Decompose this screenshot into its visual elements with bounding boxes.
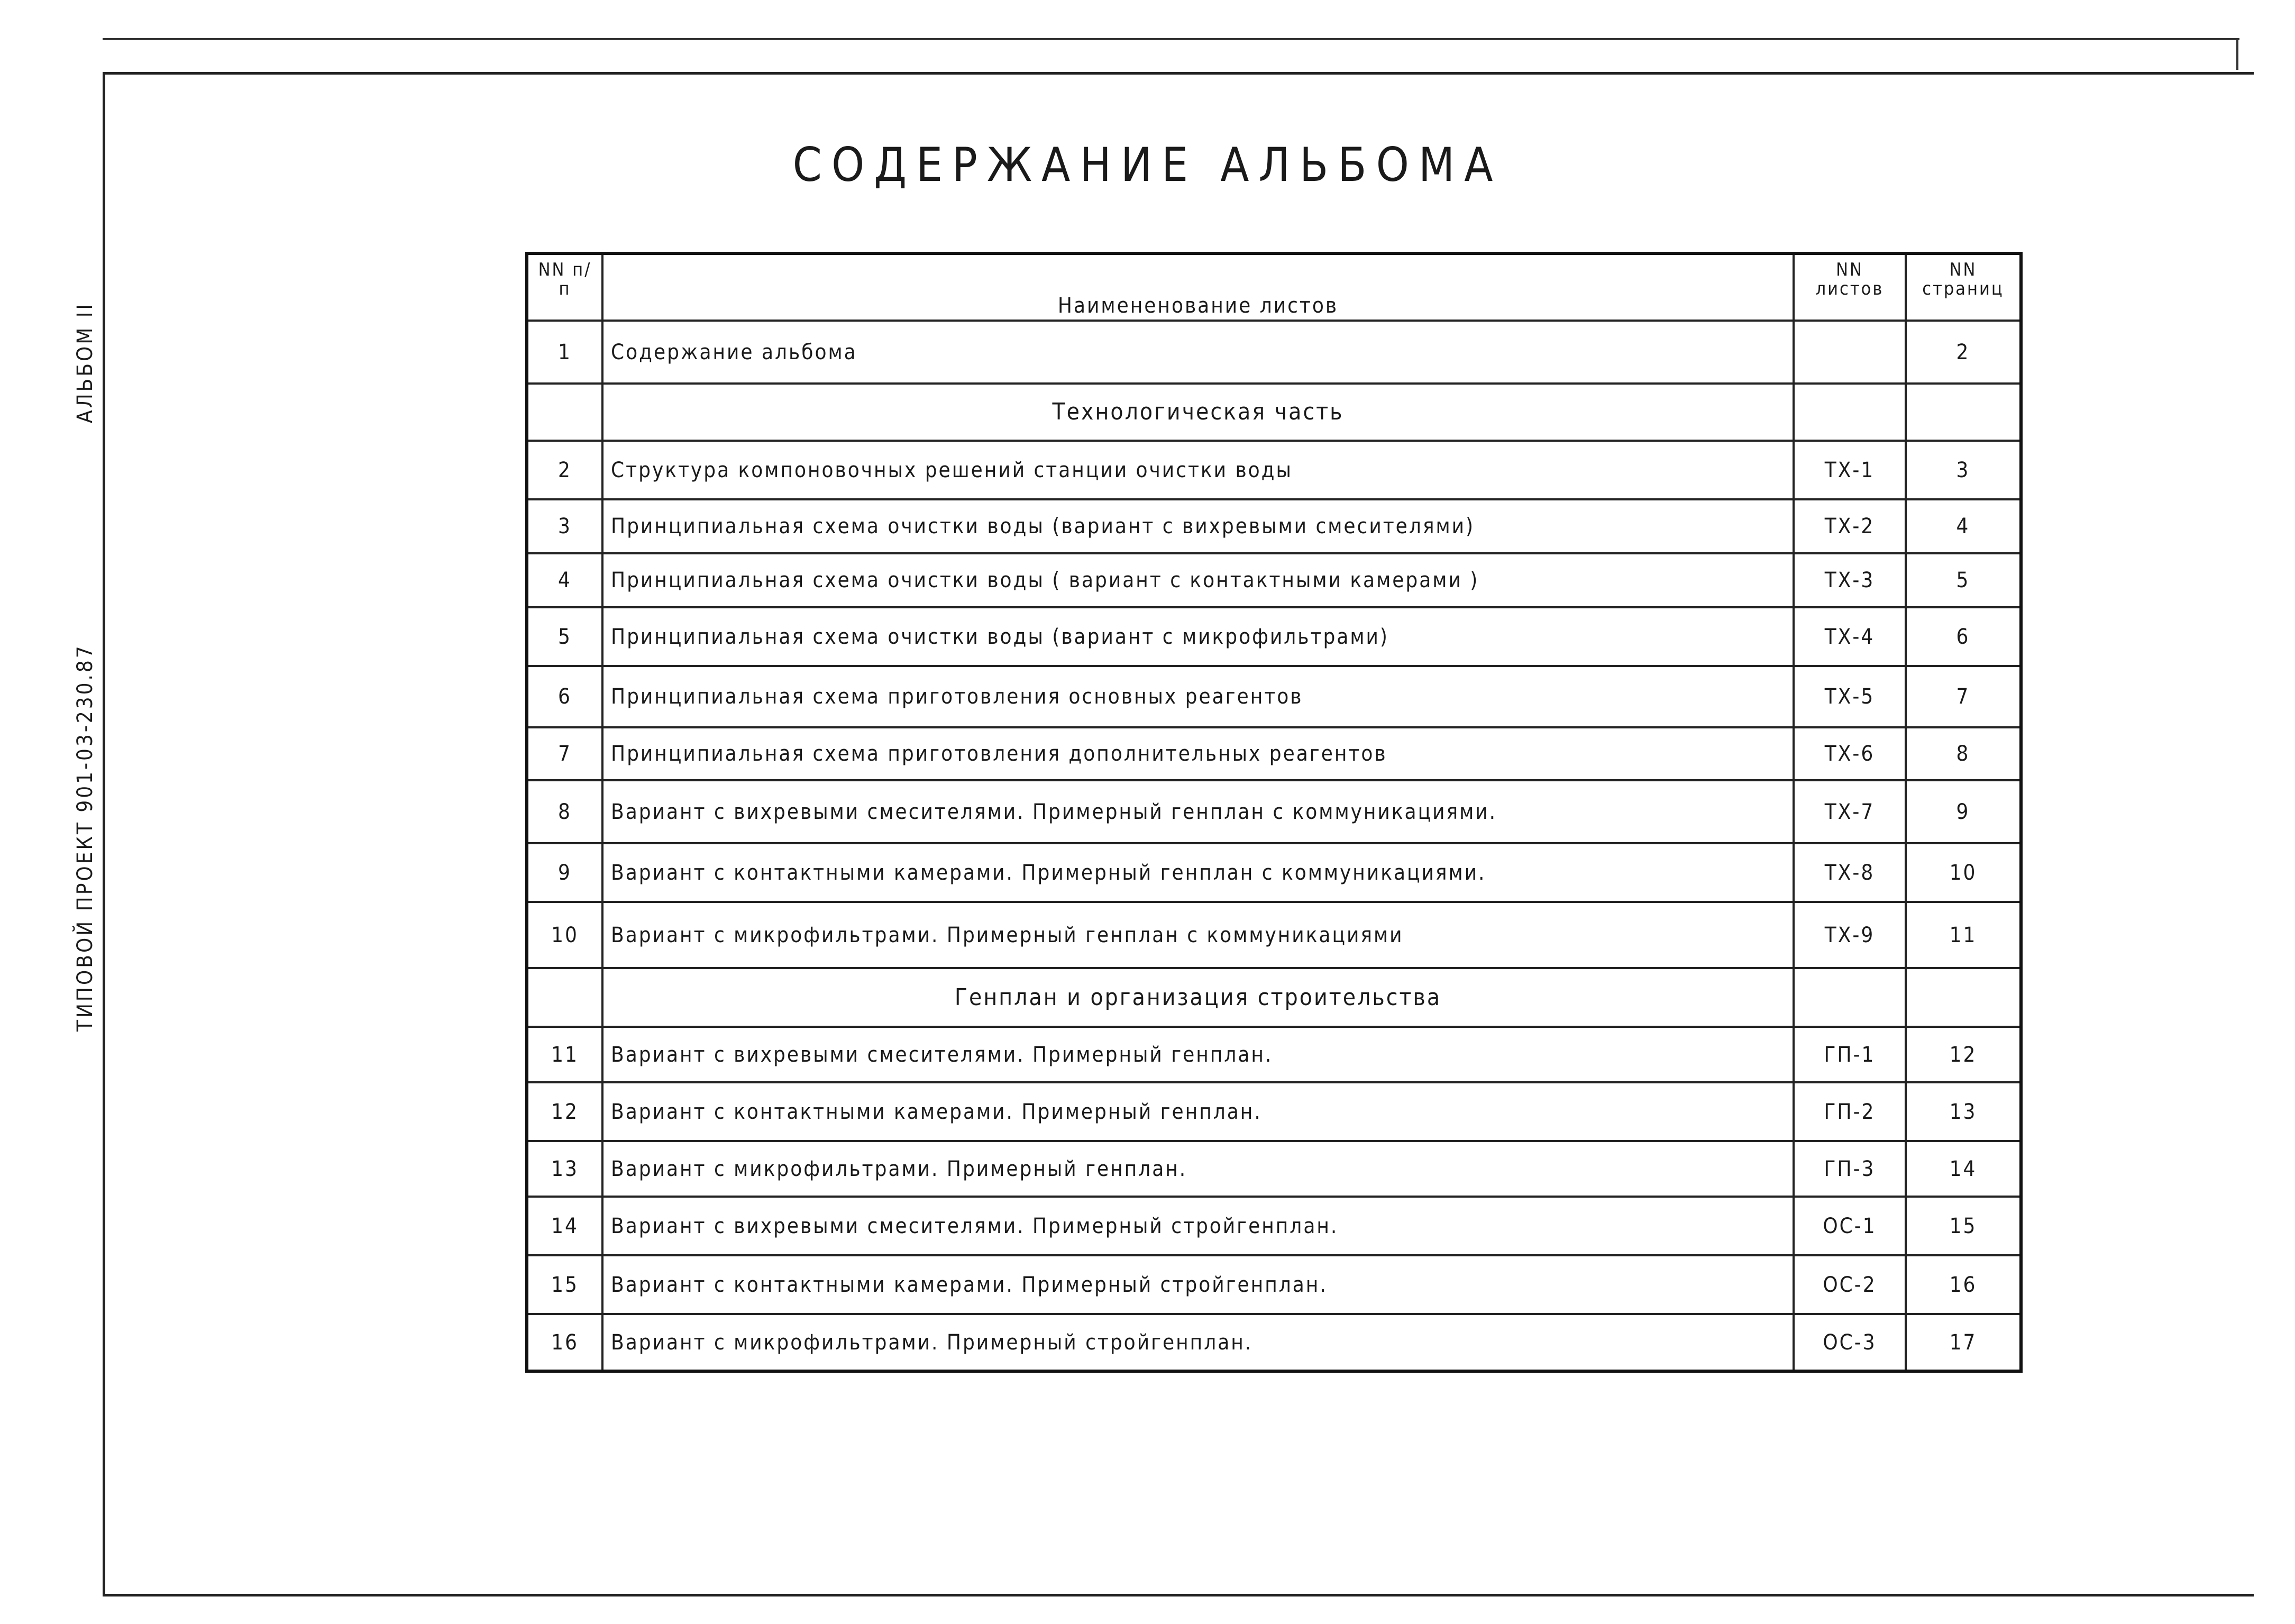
sheet-number: ГП-2 (1794, 1082, 1906, 1141)
page-title: СОДЕРЖАНИЕ АЛЬБОМА (792, 138, 1503, 192)
sheet-name: Вариант с вихревыми смесителями. Примерный генплан с коммуникациями. (602, 780, 1794, 843)
page-number: 9 (1906, 780, 2021, 843)
page-number: 12 (1906, 1027, 2021, 1082)
page-number: 8 (1906, 727, 2021, 780)
row-number: 1 (527, 321, 602, 384)
row-number: 2 (527, 441, 602, 499)
sheet-name: Вариант с вихревыми смесителями. Примерный стройгенплан. (602, 1197, 1794, 1255)
album-label: АЛЬБОМ II (73, 302, 97, 423)
page-number: 13 (1906, 1082, 2021, 1141)
table-row (527, 1314, 2021, 1371)
row-number: 15 (527, 1255, 602, 1314)
sheet-name: Вариант с контактными камерами. Примерный стройгенплан. (602, 1255, 1794, 1314)
sheet-name: Вариант с микрофильтрами. Примерный стройгенплан. (602, 1314, 1794, 1371)
table-row (527, 902, 2021, 968)
row-number: 5 (527, 607, 602, 666)
table-row (527, 607, 2021, 666)
page-number: 15 (1906, 1197, 2021, 1255)
row-number: 6 (527, 666, 602, 727)
sheet-number: ОС-2 (1794, 1255, 1906, 1314)
table-row (527, 1082, 2021, 1141)
sheet-name: Структура компоновочных решений станции очистки воды (602, 441, 1794, 499)
sheet-number: ОС-1 (1794, 1197, 1906, 1255)
sheet-name: Принципиальная схема очистки воды ( вариант с контактными камерами ) (602, 553, 1794, 607)
page-number: 4 (1906, 499, 2021, 553)
table-row (527, 780, 2021, 843)
row-number: 4 (527, 553, 602, 607)
row-number: 12 (527, 1082, 602, 1141)
row-number: 13 (527, 1141, 602, 1197)
table-row (527, 499, 2021, 553)
table-row (527, 1141, 2021, 1197)
table-row (527, 1197, 2021, 1255)
sheet-number: ТХ-6 (1794, 727, 1906, 780)
page-number (1906, 384, 2021, 441)
side-stamp (15, 0, 173, 1624)
sheet-name: Принципиальная схема приготовления дополнительных реагентов (602, 727, 1794, 780)
page-number: 11 (1906, 902, 2021, 968)
sheet-number: ТХ-9 (1794, 902, 1906, 968)
row-number: 10 (527, 902, 602, 968)
sheet-number: ГП-1 (1794, 1027, 1906, 1082)
sheet-number: ОС-3 (1794, 1314, 1906, 1371)
section-title: Генплан и организация строительства (602, 968, 1794, 1027)
table-header (527, 253, 2021, 321)
sheet-number (1794, 968, 1906, 1027)
sheet-number: ТХ-4 (1794, 607, 1906, 666)
table-row (527, 727, 2021, 780)
page-number (1906, 968, 2021, 1027)
sheet-name: Принципиальная схема очистки воды (вариант с вихревыми смесителями) (602, 499, 1794, 553)
sheet-number: ТХ-1 (1794, 441, 1906, 499)
page-number: 3 (1906, 441, 2021, 499)
header-sheets: NN листов (1794, 253, 1906, 321)
row-number: 11 (527, 1027, 602, 1082)
sheet-number: ГП-3 (1794, 1141, 1906, 1197)
section-row (527, 968, 2021, 1027)
header-name: Наимененование листов (602, 253, 1794, 321)
page-number: 14 (1906, 1141, 2021, 1197)
table-row (527, 441, 2021, 499)
header-num: NN п/п (527, 253, 602, 321)
section-title: Технологическая часть (602, 384, 1794, 441)
table-row (527, 1255, 2021, 1314)
table-row (527, 666, 2021, 727)
sheet-name: Вариант с вихревыми смесителями. Примерный генплан. (602, 1027, 1794, 1082)
sheet-name: Принципиальная схема приготовления основных реагентов (602, 666, 1794, 727)
frame-top-line (103, 38, 2239, 40)
sheet-number: ТХ-7 (1794, 780, 1906, 843)
row-number: 3 (527, 499, 602, 553)
sheet-name: Вариант с контактными камерами. Примерный генплан с коммуникациями. (602, 843, 1794, 902)
header-pages: NN страниц (1906, 253, 2021, 321)
table-row (527, 843, 2021, 902)
row-number: 16 (527, 1314, 602, 1371)
page-number: 2 (1906, 321, 2021, 384)
row-number: 8 (527, 780, 602, 843)
table-row (527, 553, 2021, 607)
sheet-name: Вариант с микрофильтрами. Примерный генплан с коммуникациями (602, 902, 1794, 968)
contents-table (525, 252, 2023, 1373)
sheet-name: Содержание альбома (602, 321, 1794, 384)
table-row (527, 321, 2021, 384)
page-number: 7 (1906, 666, 2021, 727)
project-label: ТИПОВОЙ ПРОЕКТ 901-03-230.87 (73, 644, 97, 1032)
frame-corner-line (2236, 38, 2238, 70)
sheet-number (1794, 384, 1906, 441)
page-number: 17 (1906, 1314, 2021, 1371)
page-number: 10 (1906, 843, 2021, 902)
row-number: 14 (527, 1197, 602, 1255)
table-row (527, 1027, 2021, 1082)
row-number: 7 (527, 727, 602, 780)
section-row (527, 384, 2021, 441)
sheet-number: ТХ-5 (1794, 666, 1906, 727)
sheet-name: Принципиальная схема очистки воды (вариант с микрофильтрами) (602, 607, 1794, 666)
page-number: 6 (1906, 607, 2021, 666)
page-number: 5 (1906, 553, 2021, 607)
sheet-number: ТХ-3 (1794, 553, 1906, 607)
sheet-name: Вариант с контактными камерами. Примерный генплан. (602, 1082, 1794, 1141)
row-number: 9 (527, 843, 602, 902)
page-number: 16 (1906, 1255, 2021, 1314)
sheet-number: ТХ-2 (1794, 499, 1906, 553)
row-number (527, 968, 602, 1027)
sheet-name: Вариант с микрофильтрами. Примерный генплан. (602, 1141, 1794, 1197)
row-number (527, 384, 602, 441)
sheet-number (1794, 321, 1906, 384)
sheet-number: ТХ-8 (1794, 843, 1906, 902)
